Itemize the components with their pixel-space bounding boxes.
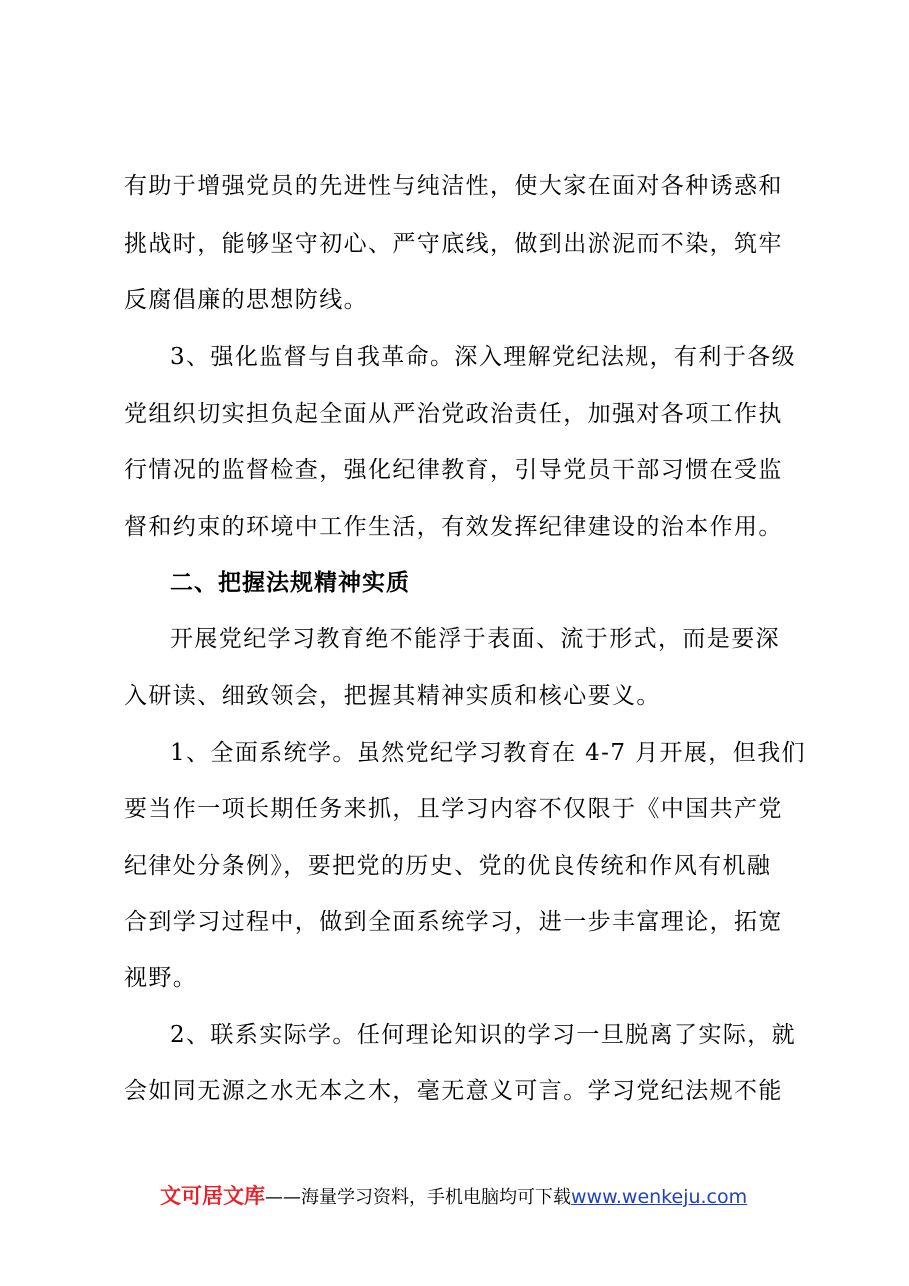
paragraph-line: 督和约束的环境中工作生活，有效发挥纪律建设的治本作用。 [124, 514, 783, 540]
paragraph-line: 2、联系实际学。任何理论知识的学习一旦脱离了实际，就 [170, 1022, 797, 1048]
paragraph-line: 合到学习过程中，做到全面系统学习，进一步丰富理论，拓宽 [124, 909, 783, 935]
paragraph-line: 入研读、细致领会，把握其精神实质和核心要义。 [124, 683, 661, 709]
paragraph-line: 3、强化监督与自我革命。深入理解党纪法规，有利于各级 [170, 344, 797, 370]
paragraph-line: 党组织切实担负起全面从严治党政治责任，加强对各项工作执 [124, 401, 783, 427]
paragraph-line: 要当作一项长期任务来抓，且学习内容不仅限于《中国共产党 [124, 796, 783, 822]
paragraph-line: 挑战时，能够坚守初心、严守底线，做到出淤泥而不染，筑牢 [124, 231, 783, 257]
paragraph-line: 行情况的监督检查，强化纪律教育，引导党员干部习惯在受监 [124, 457, 783, 483]
paragraph-line: 纪律处分条例》，要把党的历史、党的优良传统和作风有机融 [124, 853, 772, 879]
paragraph-line: 会如同无源之水无本之木，毫无意义可言。学习党纪法规不能 [124, 1078, 783, 1104]
footer-tagline: ——海量学习资料，手机电脑均可下载 [265, 1187, 571, 1208]
website-link[interactable]: www.wenkeju.com [571, 1186, 748, 1208]
paragraph-line: 有助于增强党员的先进性与纯洁性，使大家在面对各种诱惑和 [124, 173, 783, 199]
paragraph-line: 视野。 [124, 965, 198, 991]
brand-name: 文可居文库 [160, 1184, 265, 1208]
footer-banner [160, 1181, 747, 1213]
paragraph-line: 反腐倡廉的思想防线。 [124, 287, 368, 313]
paragraph-line: 开展党纪学习教育绝不能浮于表面、流于形式，而是要深 [170, 626, 780, 652]
paragraph-line: 1、全面系统学。虽然党纪学习教育在 4-7 月开展，但我们 [170, 740, 806, 766]
section-heading: 二、把握法规精神实质 [170, 570, 410, 596]
